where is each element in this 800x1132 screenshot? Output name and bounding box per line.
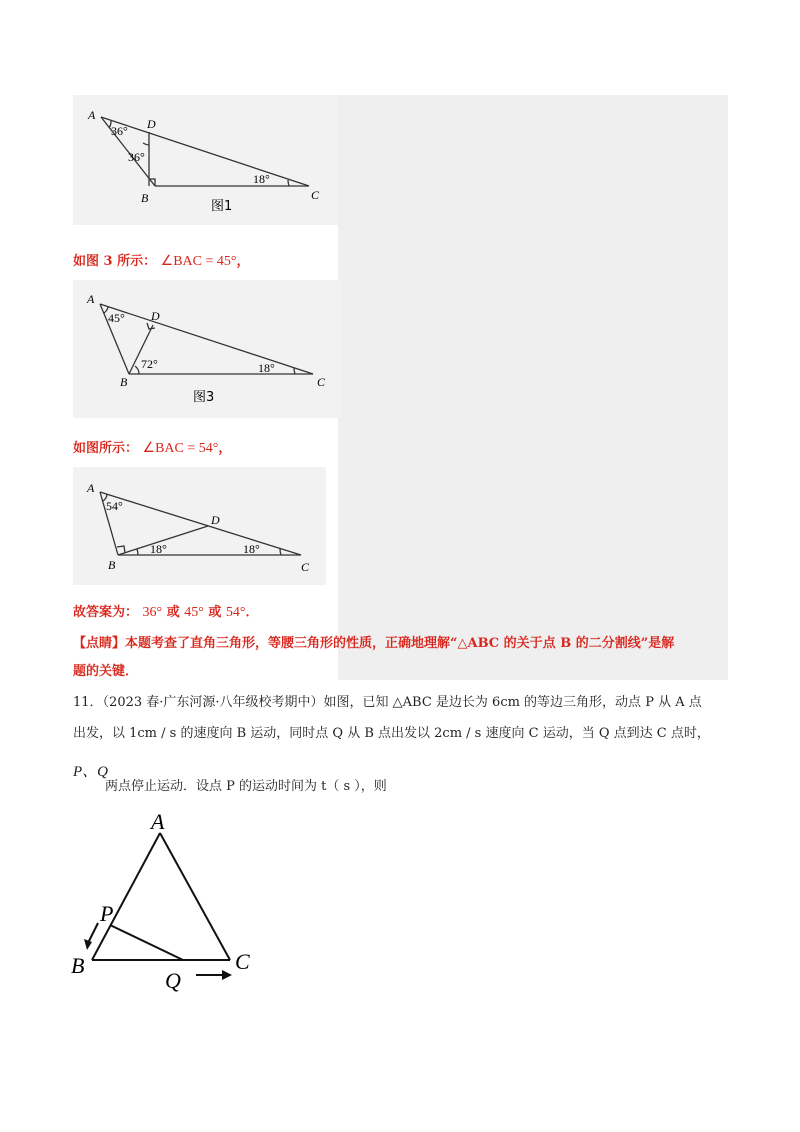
question-line-2: 出发，以 1cm / s 的速度向 B 运动，同时点 Q 从 B 点出发以 2cm / s 速度向 C 运动，当 Q 点到达 C 点时，	[73, 726, 710, 741]
qfig-label-c: C	[235, 949, 250, 974]
fig1-label-d: D	[147, 117, 156, 131]
fig4-angle-a: 54°	[106, 499, 123, 513]
comment-tag: 【点睛】	[73, 636, 126, 651]
comment-text-1: 本题考查了直角三角形，等腰三角形的性质，正确地理解“△ABC 的关于点 B 的二分割线”是解	[125, 636, 675, 651]
solution-background-panel	[338, 95, 728, 680]
fig4-angle-c: 18°	[243, 542, 260, 556]
fig1-angle-top: 36°	[111, 124, 128, 138]
fig4-label-a: A	[87, 481, 95, 495]
fig3-angle-c: 18°	[258, 361, 275, 375]
fig3-label-d: D	[151, 309, 160, 323]
fig1-angle-mid: 36°	[128, 150, 145, 164]
answer-or-2: 或	[208, 605, 222, 620]
fig4-intro-prefix: 如图所示：	[73, 441, 139, 456]
answer-line	[73, 601, 259, 621]
fig4-label-d: D	[211, 513, 220, 527]
qfig-label-p: P	[100, 901, 114, 926]
question-line-3-top	[73, 760, 108, 781]
answer-value-3: 54°	[225, 605, 246, 620]
fig4-label-b: B	[108, 558, 116, 572]
fig1-angle-c: 18°	[253, 172, 270, 186]
fig3-intro-prefix: 如图 3 所示：	[73, 254, 157, 269]
answer-end: ．	[245, 605, 259, 620]
answer-prefix: 故答案为：	[73, 605, 139, 620]
fig4-intro-line	[73, 437, 231, 457]
comment-line-2	[73, 660, 138, 679]
fig3-intro-line	[73, 250, 250, 270]
answer-value-1: 36°	[142, 605, 163, 620]
qfig-label-a: A	[151, 809, 165, 834]
fig4-intro-math: ∠BAC = 54°	[142, 441, 219, 456]
fig3-angle-b: 72°	[141, 357, 158, 371]
fig4-label-c: C	[301, 560, 310, 574]
fig1-label-c: C	[311, 188, 320, 202]
question-line-1: 11．（2023 春·广东河源·八年级校考期中）如图，已知 △ABC 是边长为 6cm 的等边三角形，动点 P 从 A 点	[73, 695, 702, 710]
fig4-intro-suffix: ，	[218, 441, 232, 456]
answer-value-2: 45°	[184, 605, 204, 620]
figure-3	[73, 280, 341, 418]
fig3-label-b: B	[120, 375, 128, 389]
fig3-intro-math: ∠BAC = 45°	[160, 254, 237, 269]
question-pq-label: P、Q	[73, 764, 108, 780]
figure-1	[73, 95, 338, 225]
fig1-label-b: B	[141, 191, 149, 205]
fig3-caption: 图3	[193, 390, 215, 405]
figure-4	[73, 467, 326, 585]
question-figure	[65, 805, 295, 995]
qfig-label-b: B	[71, 953, 85, 978]
comment-text-2: 题的关键．	[73, 664, 139, 679]
question-line-3: 两点停止运动．设点 P 的运动时间为 t（ s ），则	[105, 779, 387, 794]
qfig-label-q: Q	[165, 968, 181, 993]
fig1-caption: 图1	[211, 199, 233, 214]
answer-or-1: 或	[166, 605, 180, 620]
fig3-label-c: C	[317, 375, 326, 389]
fig3-intro-suffix: ，	[236, 254, 250, 269]
fig4-angle-b: 18°	[150, 542, 167, 556]
fig3-angle-a: 45°	[108, 311, 125, 325]
fig3-label-a: A	[87, 292, 95, 306]
comment-line-1	[73, 632, 674, 651]
fig1-label-a: A	[88, 108, 96, 122]
